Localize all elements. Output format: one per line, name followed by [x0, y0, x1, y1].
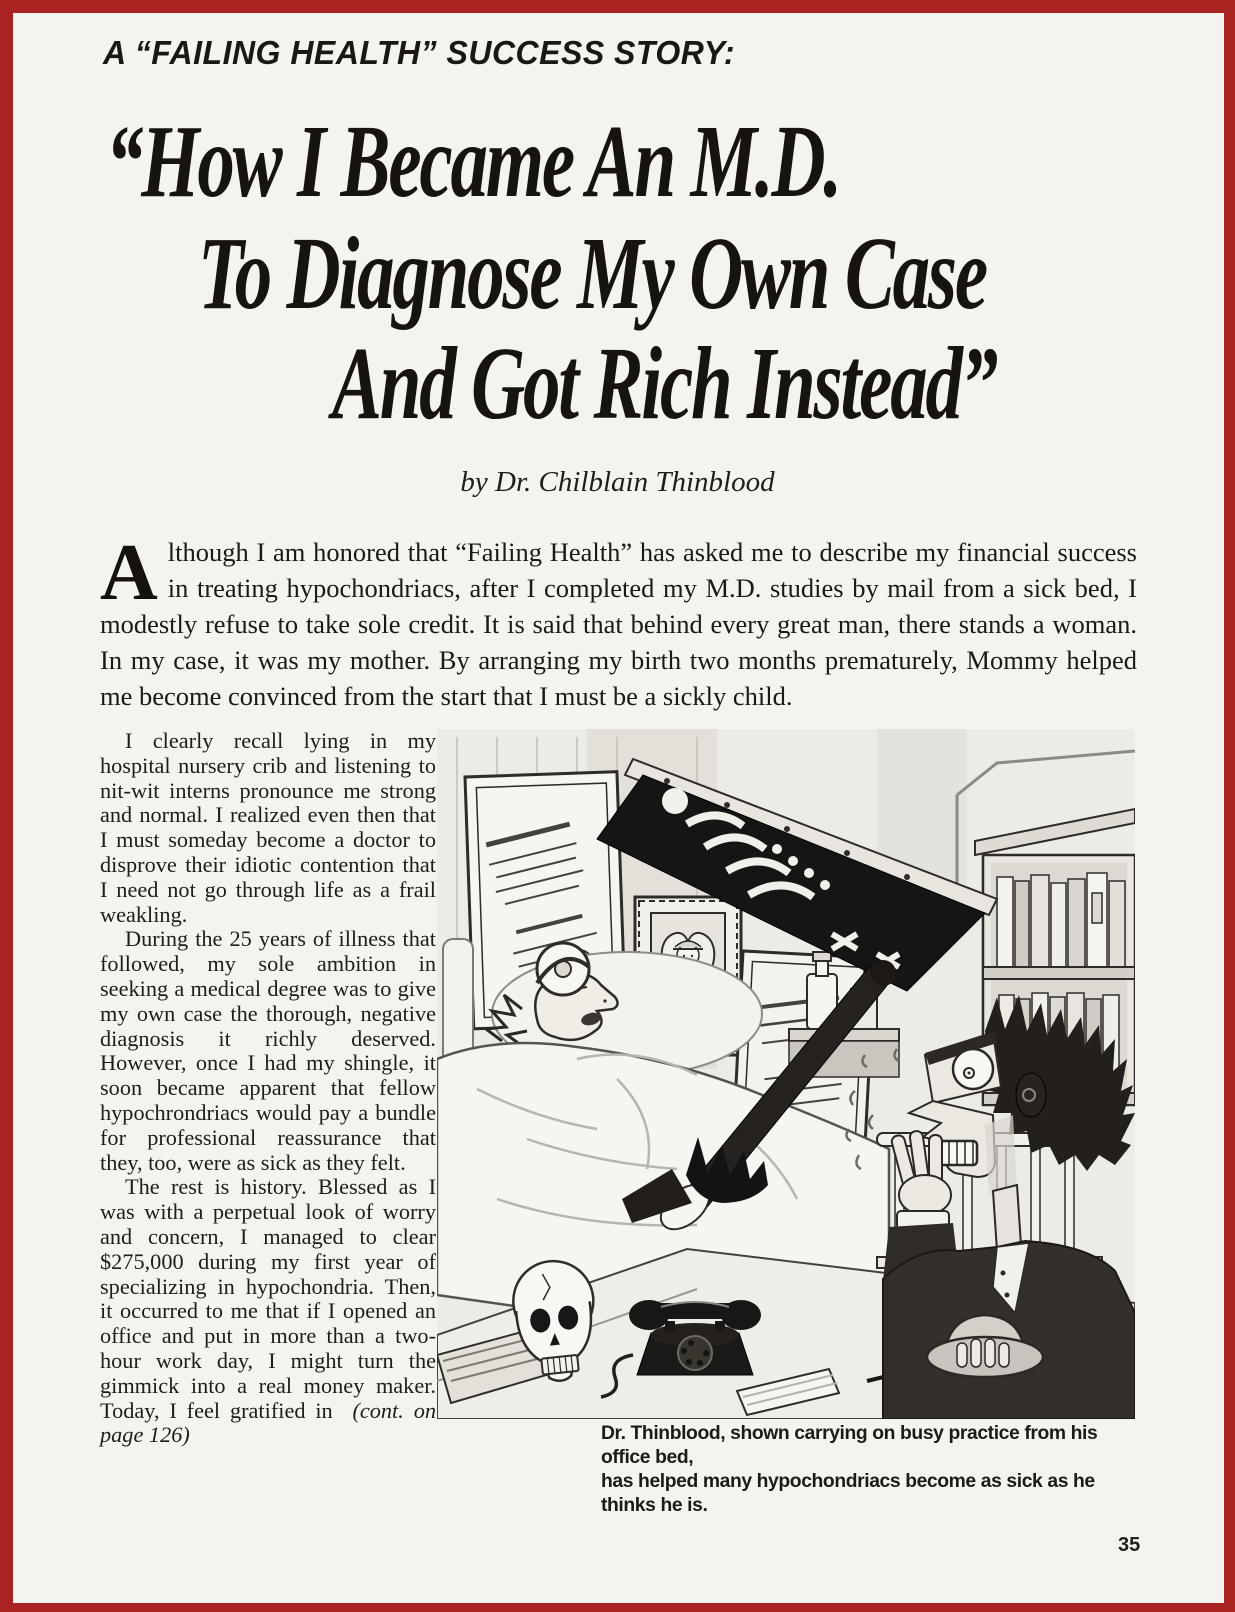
patient-ear	[1016, 1073, 1046, 1117]
kicker: A “FAILING HEALTH” SUCCESS STORY:	[103, 34, 735, 71]
column-paragraph-3-text: The rest is history. Blessed as I was with a perpetual look of worry and concern, I managed to clear $275,000 during my first year of specializing in hypochondria. Then, it occurred to me that if I opened an office and put in more than a two-hour work day, I might turn the gimmick into a real money maker. Today, I feel gratified in	[100, 1174, 436, 1423]
column-paragraph-3	[100, 1175, 436, 1448]
column-paragraph-1: I clearly recall lying in my hospital nursery crib and listening to nit-wit interns pronounce me strong and normal. I realized even then that I must someday become a doctor to disprove their idiotic contention that I need not go through life as a frail weakling.	[100, 728, 436, 927]
article-title-line-3: And Got Rich Instead”	[332, 326, 997, 441]
article-title-line-2: To Diagnose My Own Case	[198, 216, 986, 331]
cartoon-illustration	[437, 729, 1135, 1419]
continuation-note: (cont. on page 126)	[100, 1397, 436, 1448]
article-title-line-1: “How I Became An M.D.	[106, 104, 840, 219]
column-paragraph-2: During the 25 years of illness that followed, my sole ambition in seeking a medical degree was to give my own case the thorough, negative diagnosis it richly deserved. However, once I had my shingle, it soon became apparent that fellow hypochrondriacs would pay a bundle for professional reassurance that they, too, were as sick as they felt.	[100, 926, 436, 1175]
caption-line-2: has helped many hypochondriacs become as sick as he thinks he is.	[601, 1470, 1095, 1516]
gloved-hand-grip	[870, 960, 896, 986]
left-column	[100, 729, 436, 1448]
caption-line-1: Dr. Thinblood, shown carrying on busy practice from his office bed,	[601, 1422, 1098, 1468]
illustration-caption	[601, 1421, 1110, 1517]
lead-paragraph	[100, 529, 1137, 714]
drop-cap: A	[100, 529, 158, 617]
byline: by Dr. Chilblain Thinblood	[460, 466, 775, 498]
page-number: 35	[1118, 1534, 1141, 1556]
books-top-shelf	[997, 873, 1125, 967]
lead-text: lthough I am honored that “Failing Health” has asked me to describe my financial success in treating hypochondriacs, after I completed my M.D. studies by mail from a sick bed, I modestly refuse to take sole credit. It is said that behind every great man, there stands a woman. In my case, it was my mother. By arranging my birth two months prematurely, Mommy helped me become convinced from the start that I must be a sickly child.	[100, 537, 1137, 711]
patient-neck	[993, 1185, 1021, 1251]
